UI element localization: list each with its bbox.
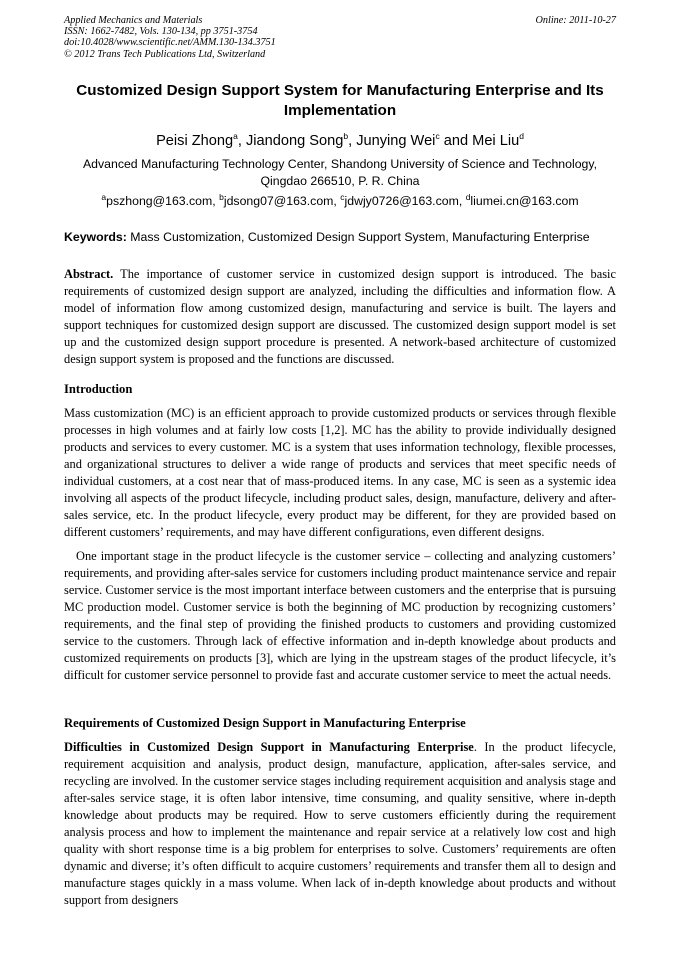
author-name: Junying Wei bbox=[356, 133, 436, 149]
email-list bbox=[64, 193, 616, 209]
email-sup: a bbox=[101, 191, 107, 202]
author-sup: c bbox=[435, 131, 440, 142]
abstract bbox=[64, 266, 616, 368]
keywords bbox=[64, 229, 616, 245]
affiliation: Advanced Manufacturing Technology Center, Shandong University of Science and Technology, Qingdao 266510, P. R. China bbox=[82, 157, 598, 188]
author-sup: b bbox=[343, 131, 349, 142]
abstract-text: The importance of customer service in customized design support is introduced. The basic requirements of customized design support are analyzed, including the difficulties and information flow. A model of information flow among customized design, manufacturing and service is built. The layers and support techniques for customized design support are discussed. The customized design support model is set up and the customized design support procedure is presented. A network-based architecture of customized design support system is proposed and the functions are discussed. bbox=[64, 267, 616, 366]
requirements-text: . In the product lifecycle, requirement acquisition and analysis, product design, manufacture, application, after-sales service, and recycling are involved. In the customer service stages including requirement acquisition and analysis stage and after-sales service stage, it is often labor intensive, time consuming, and quality sensitive, where in-depth knowledge about products may be required. How to serve customers efficiently during the requirement analysis process and how to implement the maintenance and repair service at a relatively low cost and high quality with short response time is a big problem for enterprises to solve. Customers’ requirements are often dynamic and diverse; it’s often difficult to acquire customers’ requirements and transfer them all to design and manufacture stages quickly in a mass volume. When lack of in-depth knowledge about products and without support from designers bbox=[64, 740, 616, 907]
introduction-paragraph-2: One important stage in the product lifecycle is the customer service – collecting and analyzing customers’ requirements, and providing after-sales service for customers including product maintenance service and repair service. Customer service is the most important interface between customers and the enterprise that is pursuing MC production model. Customer service is both the beginning of MC production by recognizing customers’ requirements, and the final step of providing the finished products to customers and providing customized service to the customers. Through lack of effective information and in-depth knowledge about products and customized requirements on products [3], which are lying in the upstream stages of the product lifecycle, it’s difficult for customer service personnel to provide fast and accurate customer service to meet the actual needs. bbox=[64, 549, 616, 682]
email-address: liumei.cn@163.com bbox=[470, 194, 579, 208]
email-address: pszhong@163.com bbox=[106, 194, 213, 208]
email-address: jdwjy0726@163.com bbox=[344, 194, 459, 208]
journal-header bbox=[64, 15, 616, 60]
email-sup: b bbox=[219, 191, 224, 202]
author-list bbox=[64, 132, 616, 150]
email-separator: , bbox=[458, 194, 466, 208]
requirements-paragraph bbox=[64, 739, 616, 909]
journal-name: Applied Mechanics and Materials bbox=[64, 15, 203, 26]
paper-title: Customized Design Support System for Manufacturing Enterprise and Its Implementation bbox=[76, 82, 604, 119]
issn-line: ISSN: 1662-7482, Vols. 130-134, pp 3751-3754 bbox=[64, 26, 258, 38]
doi-line: doi:10.4028/www.scientific.net/AMM.130-134.3751 bbox=[64, 37, 276, 49]
email-sup: d bbox=[465, 191, 471, 202]
author-separator: , bbox=[237, 133, 246, 149]
keywords-label: Keywords: bbox=[64, 230, 127, 244]
keywords-text: Mass Customization, Customized Design Support System, Manufacturing Enterprise bbox=[126, 230, 590, 244]
difficulties-subheading: Difficulties in Customized Design Support in Manufacturing Enterprise bbox=[64, 740, 474, 754]
email-separator: , bbox=[333, 194, 341, 208]
copyright-line: © 2012 Trans Tech Publications Ltd, Switzerland bbox=[64, 48, 266, 60]
author-separator: , bbox=[348, 133, 357, 149]
abstract-label: Abstract. bbox=[64, 267, 114, 281]
author-name: Jiandong Song bbox=[245, 133, 344, 149]
email-address: jdsong07@163.com bbox=[223, 194, 334, 208]
author-sup: a bbox=[233, 131, 238, 142]
email-sup: c bbox=[340, 191, 345, 202]
author-name: Mei Liu bbox=[472, 133, 520, 149]
online-date: Online: 2011-10-27 bbox=[535, 15, 616, 26]
author-sup: d bbox=[519, 131, 524, 142]
introduction-paragraph-1: Mass customization (MC) is an efficient approach to provide customized products or services through flexible processes in high volumes and at fairly low costs [1,2]. MC has the ability to provide individually designed products and services to every customer. MC is a system that uses information technology, flexible processes, and organizational structures to deliver a wide range of products and services that meet specific needs of individual customers, at a cost near that of mass-produced items. In any case, MC is seen as a systemic idea involving all aspects of the product lifecycle, including product sales, design, manufacture, delivery and after-sales service, etc. In the product lifecycle, every product may be different, for they are provided based on different customers’ requirements, and may have different configurations, even different designs. bbox=[64, 406, 616, 539]
author-separator: and bbox=[439, 133, 473, 149]
email-separator: , bbox=[212, 194, 220, 208]
author-name: Peisi Zhong bbox=[156, 133, 234, 149]
introduction-heading: Introduction bbox=[64, 382, 133, 396]
requirements-heading: Requirements of Customized Design Support in Manufacturing Enterprise bbox=[64, 716, 466, 730]
